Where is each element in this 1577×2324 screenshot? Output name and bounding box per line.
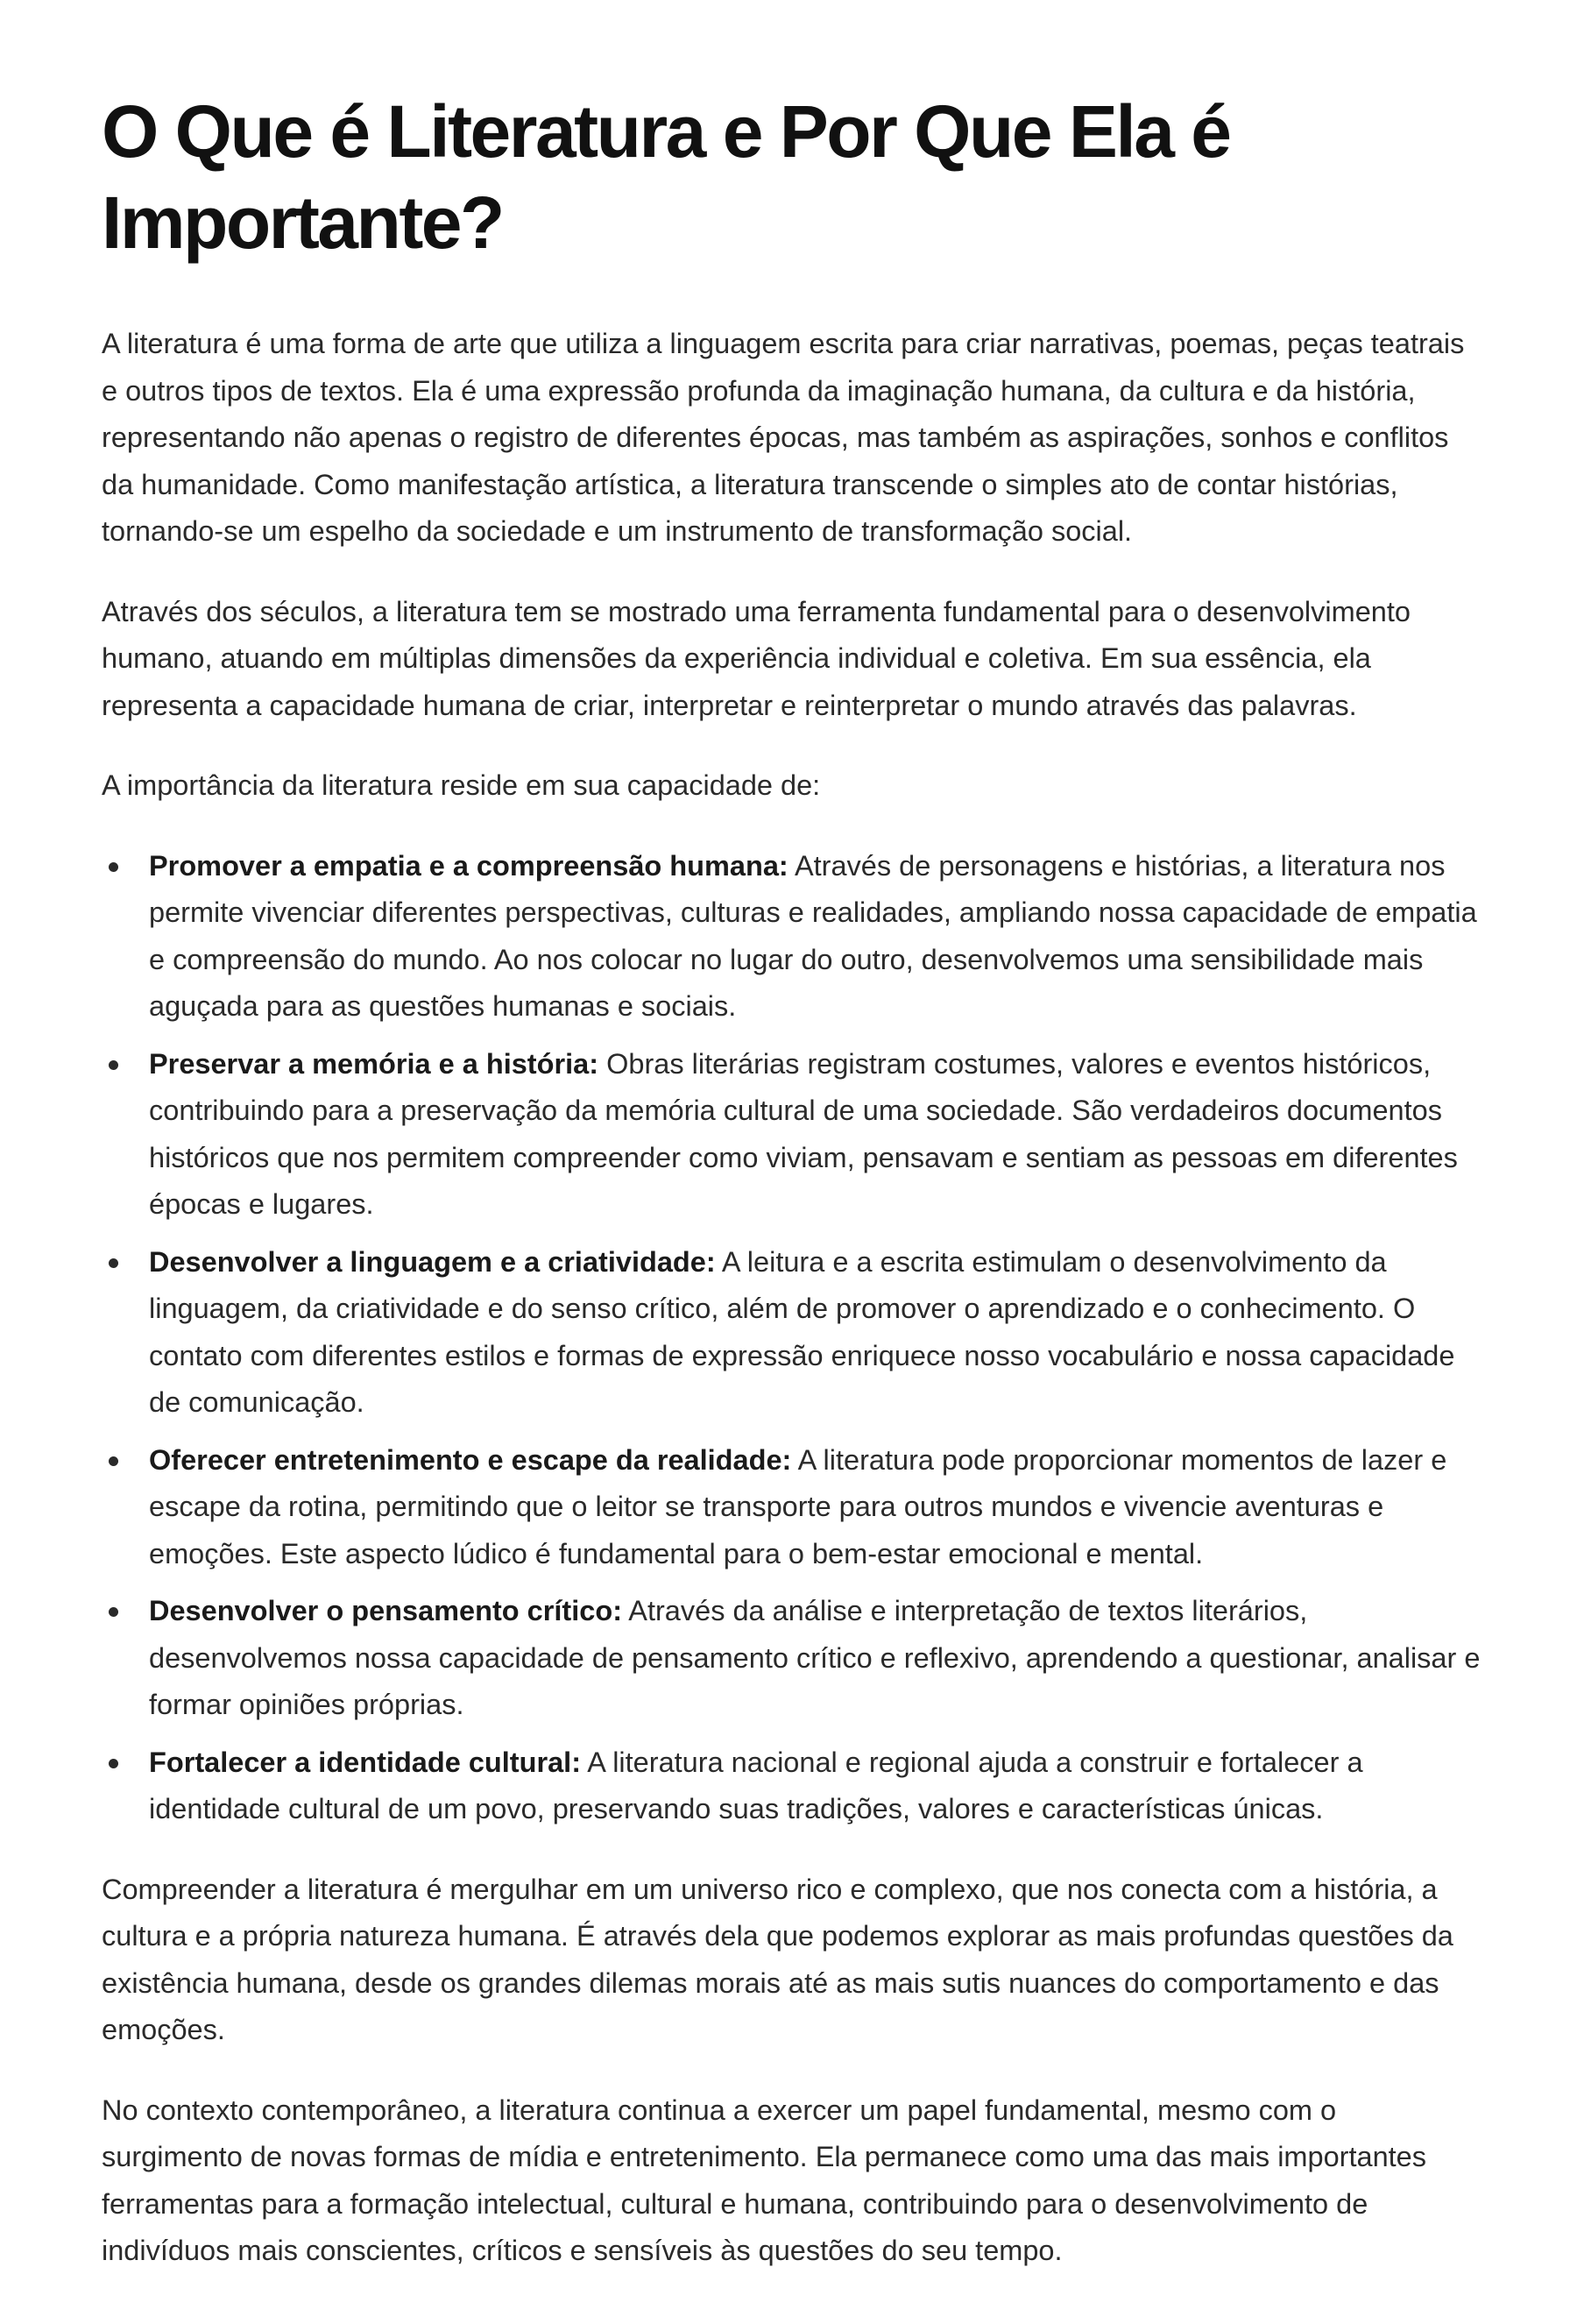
- paragraph-intro-1: A literatura é uma forma de arte que utiliza a linguagem escrita para criar narrativas, poemas, peças teatrais e outros tipos de textos. Ela é uma expressão profunda da imaginação humana, da cultura e da história, representando não apenas o registro de diferentes épocas, mas também as aspirações, sonhos e conflitos da humanidade. Como manifestação artística, a literatura transcende o simples ato de contar histórias, tornando-se um espelho da sociedade e um instrumento de transformação social.: [102, 328, 1465, 547]
- bullet-icon: [109, 1258, 118, 1268]
- list-item-empatia: [102, 843, 1481, 1031]
- bullet-icon: [109, 862, 118, 872]
- list-item-linguagem: [102, 1239, 1481, 1427]
- list-item-term: Desenvolver o pensamento crítico:: [149, 1595, 623, 1626]
- bullet-icon: [109, 1060, 118, 1070]
- list-item-memoria: [102, 1041, 1481, 1229]
- bullet-icon: [109, 1456, 118, 1466]
- list-item-term: Promover a empatia e a compreensão humana:: [149, 849, 788, 882]
- list-item-term: Oferecer entretenimento e escape da realidade:: [149, 1443, 792, 1476]
- list-item-entretenimento: [102, 1437, 1481, 1578]
- bullet-icon: [109, 1607, 118, 1617]
- importance-list: [102, 843, 1481, 1833]
- paragraph-list-lead: A importância da literatura reside em sua capacidade de:: [102, 769, 821, 801]
- list-item-term: Preservar a memória e a história:: [149, 1047, 599, 1080]
- list-item-text: A literatura nacional e regional ajuda a construir e fortalecer a identidade cultural de um povo, preservando suas tradições, valores e características únicas.: [149, 1746, 1363, 1824]
- list-item-term: Fortalecer a identidade cultural:: [149, 1746, 582, 1778]
- article-body: [102, 321, 1481, 2275]
- list-item-pensamento-critico: [102, 1588, 1481, 1729]
- paragraph-closing-1: Compreender a literatura é mergulhar em um universo rico e complexo, que nos conecta com a história, a cultura e a própria natureza humana. É através dela que podemos explorar as mais profundas questões da existência humana, desde os grandes dilemas morais até as mais sutis nuances do comportamento e das emoções.: [102, 1873, 1453, 2045]
- list-item-text: Através de personagens e histórias, a literatura nos permite vivenciar diferentes perspectivas, culturas e realidades, ampliando nossa capacidade de empatia e compreensão do mundo. Ao nos colocar no lugar do outro, desenvolvemos uma sensibilidade mais aguçada para as questões humanas e sociais.: [149, 849, 1477, 1022]
- bullet-icon: [109, 1759, 118, 1768]
- list-item-text: A literatura pode proporcionar momentos de lazer e escape da rotina, permitindo que o leitor se transporte para outros mundos e vivencie aventuras e emoções. Este aspecto lúdico é fundamental para o bem-estar emocional e mental.: [149, 1443, 1447, 1569]
- paragraph-closing-2: No contexto contemporâneo, a literatura continua a exercer um papel fundamental, mesmo com o surgimento de novas formas de mídia e entretenimento. Ela permanece como uma das mais importantes ferramentas para a formação intelectual, cultural e humana, contribuindo para o desenvolvimento de indivíduos mais conscientes, críticos e sensíveis às questões do seu tempo.: [102, 2094, 1426, 2266]
- list-item-text: A leitura e a escrita estimulam o desenvolvimento da linguagem, da criatividade e do senso crítico, além de promover o aprendizado e o conhecimento. O contato com diferentes estilos e formas de expressão enriquece nosso vocabulário e nossa capacidade de comunicação.: [149, 1245, 1455, 1418]
- list-item-text: Através da análise e interpretação de textos literários, desenvolvemos nossa capacidade de pensamento crítico e reflexivo, aprendendo a questionar, analisar e formar opiniões próprias.: [149, 1595, 1481, 1720]
- page-title: O Que é Literatura e Por Que Ela é Importante?: [102, 90, 1230, 264]
- list-item-text: Obras literárias registram costumes, valores e eventos históricos, contribuindo para a preservação da memória cultural de uma sociedade. São verdadeiros documentos históricos que nos permitem compreender como viviam, pensavam e sentiam as pessoas em diferentes épocas e lugares.: [149, 1047, 1458, 1220]
- list-item-term: Desenvolver a linguagem e a criatividade:: [149, 1245, 716, 1278]
- list-item-identidade: [102, 1739, 1481, 1833]
- paragraph-intro-2: Através dos séculos, a literatura tem se mostrado uma ferramenta fundamental para o desenvolvimento humano, atuando em múltiplas dimensões da experiência individual e coletiva. Em sua essência, ela representa a capacidade humana de criar, interpretar e reinterpretar o mundo através das palavras.: [102, 595, 1411, 721]
